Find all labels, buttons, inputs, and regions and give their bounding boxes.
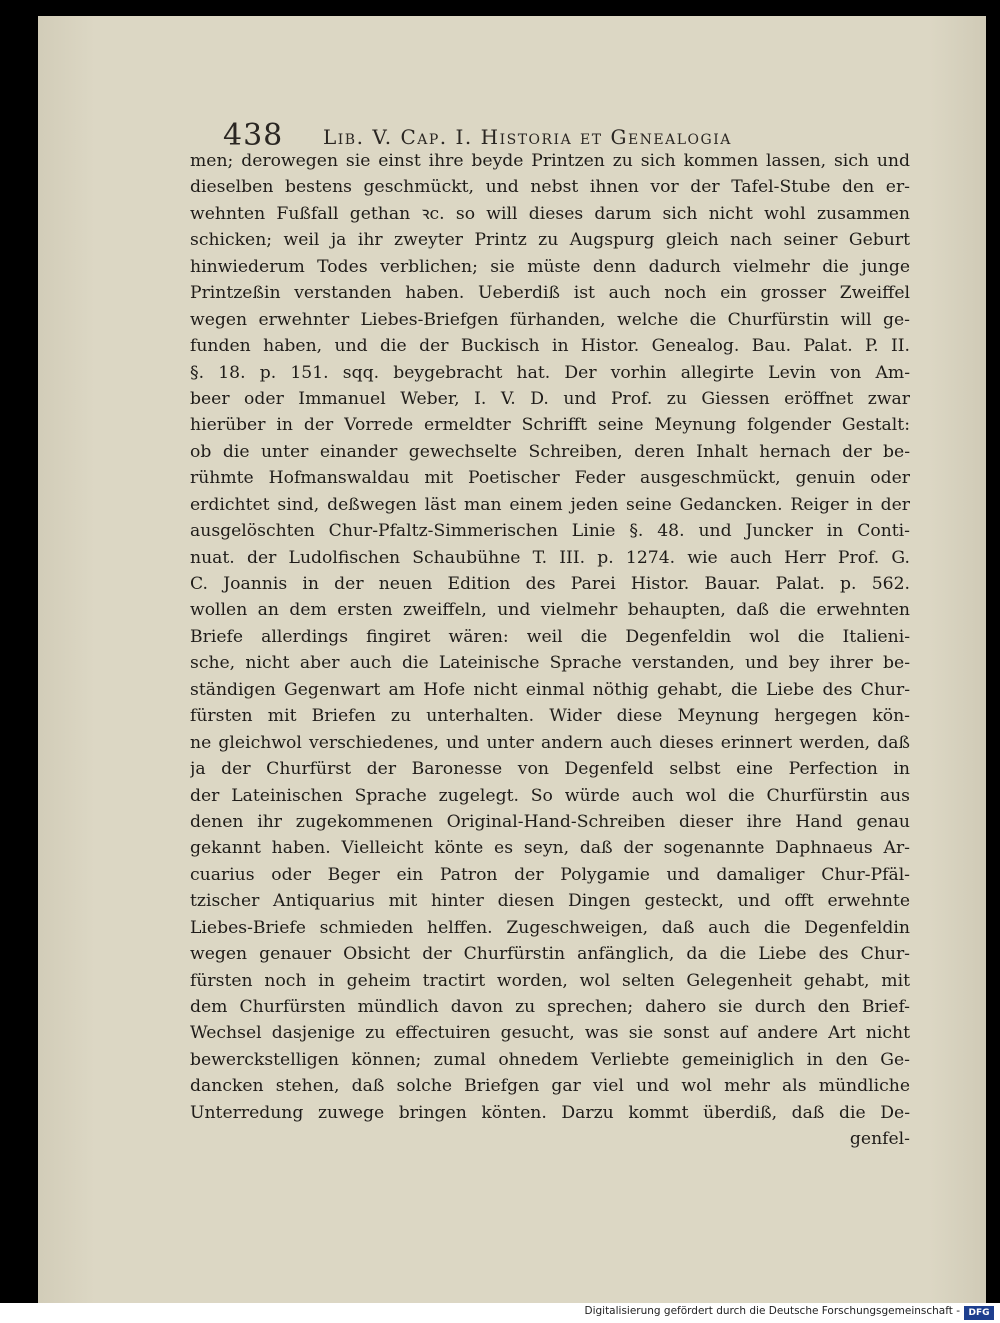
text-line: C. Joannis in der neuen Edition des Parei Histor. Bauar. Palat. p. 562. — [190, 574, 910, 594]
catchword: genfel- — [849, 1129, 910, 1150]
body-text — [190, 148, 910, 1153]
text-line: wegen genauer Obsicht der Churfürstin anfänglich, da die Liebe des Chur- — [190, 944, 910, 965]
text-line: denen ihr zugekommenen Original-Hand-Schreiben dieser ihre Hand genau — [190, 811, 910, 832]
text-line: tzischer Antiquarius mit hinter diesen Dingen gesteckt, und offt erwehnte — [190, 891, 910, 912]
text-line: nuat. der Ludolfischen Schaubühne T. III. p. 1274. wie auch Herr Prof. G. — [190, 547, 910, 568]
page-number: 438 — [223, 118, 284, 153]
text-line: dieselben bestens geschmückt, und nebst ihnen vor der Tafel-Stube den er- — [190, 177, 910, 198]
text-line: erdichtet sind, deßwegen läst man einem jeden seine Gedancken. Reiger in der — [190, 494, 910, 515]
text-line: rühmte Hofmanswaldau mit Poetischer Feder ausgeschmückt, genuin oder — [190, 468, 910, 489]
text-line: dem Churfürsten mündlich davon zu sprechen; dahero sie durch den Brief- — [190, 997, 910, 1017]
text-line: ausgelöschten Chur-Pfaltz-Simmerischen Linie §. 48. und Juncker in Conti- — [190, 521, 910, 542]
text-line: Liebes-Briefe schmieden helffen. Zugeschweigen, daß auch die Degenfeldin — [190, 917, 910, 938]
text-line: der Lateinischen Sprache zugelegt. So würde auch wol die Churfürstin aus — [190, 785, 910, 806]
text-line: cuarius oder Beger ein Patron der Polygamie und damaliger Chur-Pfäl- — [190, 864, 910, 885]
text-line: wollen an dem ersten zweiffeln, und vielmehr behaupten, daß die erwehnten — [190, 600, 910, 621]
text-line: ob die unter einander gewechselte Schreiben, deren Inhalt hernach der be- — [190, 441, 910, 462]
text-line: §. 18. p. 151. sqq. beygebracht hat. Der vorhin allegirte Levin von Am- — [190, 362, 910, 383]
text-line: bewerckstelligen können; zumal ohnedem Verliebte gemeiniglich in den Ge- — [190, 1049, 910, 1070]
running-head: Lib. V. Cap. I. Historia et Genealogia — [323, 125, 732, 149]
text-line: Unterredung zuwege bringen könten. Darzu kommt überdiß, daß die De- — [190, 1102, 910, 1123]
text-line: hierüber in der Vorrede ermeldter Schrifft seine Meynung folgender Gestalt: — [190, 415, 910, 436]
text-line: sche, nicht aber auch die Lateinische Sprache verstanden, und bey ihrer be- — [190, 653, 910, 674]
text-line: funden haben, und die der Buckisch in Histor. Genealog. Bau. Palat. P. II. — [190, 336, 910, 357]
text-line: beer oder Immanuel Weber, I. V. D. und Prof. zu Giessen eröffnet zwar — [190, 388, 910, 409]
text-line: wehnten Fußfall gethan ꝛc. so will dieses darum sich nicht wohl zusammen — [190, 203, 910, 224]
text-line: fürsten mit Briefen zu unterhalten. Wider diese Meynung hergegen kön- — [190, 706, 910, 727]
text-line: men; derowegen sie einst ihre beyde Printzen zu sich kommen lassen, sich und — [190, 151, 910, 171]
text-line: wegen erwehnter Liebes-Briefgen fürhanden, welche die Churfürstin will ge- — [190, 309, 910, 330]
funding-notice: Digitalisierung gefördert durch die Deutsche Forschungsgemeinschaft - — [584, 1305, 960, 1317]
text-line: ständigen Gegenwart am Hofe nicht einmal nöthig gehabt, die Liebe des Chur- — [190, 679, 910, 700]
footer-bar — [0, 1303, 1000, 1323]
dfg-logo-icon: DFG — [964, 1306, 994, 1320]
text-line: Wechsel dasjenige zu effectuiren gesucht, was sie sonst auf andere Art nicht — [190, 1023, 910, 1044]
text-line: Printzeßin verstanden haben. Ueberdiß ist auch noch ein grosser Zweiffel — [190, 283, 910, 304]
text-line: ja der Churfürst der Baronesse von Degenfeld selbst eine Perfection in — [190, 759, 910, 780]
text-line: dancken stehen, daß solche Briefgen gar viel und wol mehr als mündliche — [190, 1076, 910, 1097]
text-line: hinwiederum Todes verblichen; sie müste denn dadurch vielmehr die junge — [190, 256, 910, 277]
text-line: fürsten noch in geheim tractirt worden, wol selten Gelegenheit gehabt, mit — [190, 970, 910, 991]
page-header — [223, 118, 803, 152]
text-line: gekannt haben. Vielleicht könte es seyn, daß der sogenannte Daphnaeus Ar- — [190, 838, 910, 859]
text-line: Briefe allerdings fingiret wären: weil die Degenfeldin wol die Italieni- — [190, 626, 910, 647]
text-line: schicken; weil ja ihr zweyter Printz zu Augspurg gleich nach seiner Geburt — [190, 230, 910, 251]
text-line: ne gleichwol verschiedenes, und unter andern auch dieses erinnert werden, daß — [190, 732, 910, 753]
